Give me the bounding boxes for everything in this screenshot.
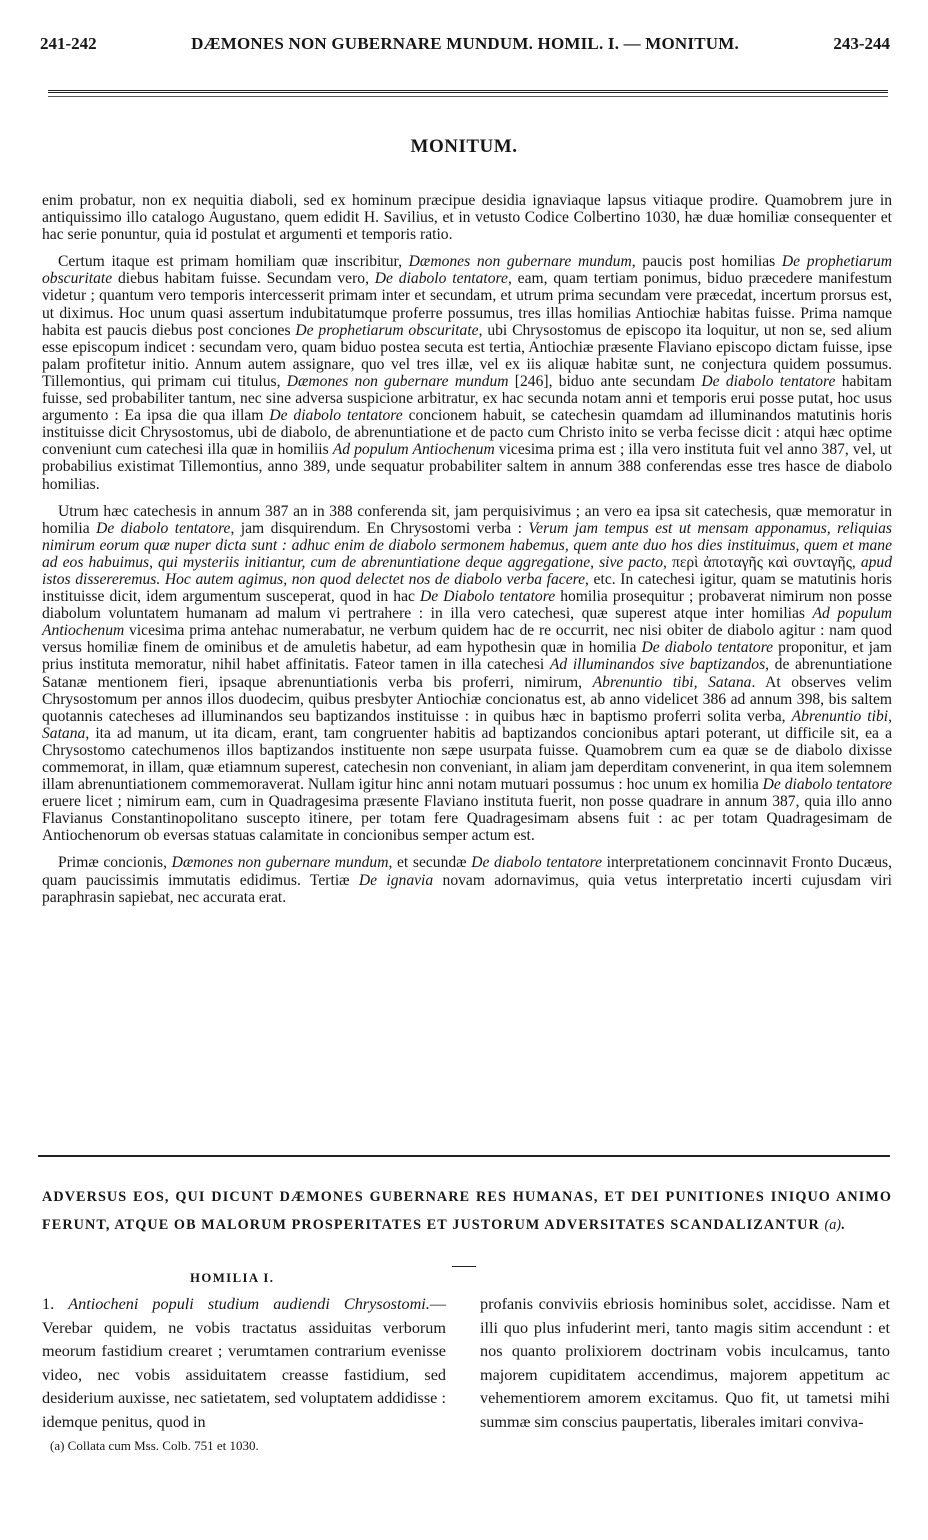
homily-caption: ADVERSUS EOS, QUI DICUNT DÆMONES GUBERNARE RES HUMANAS, ET DEI PUNITIONES INIQUO ANIMO FERUNT, ATQUE OB MALORUM PROSPERITATES ET JUSTORUM ADVERSITATES SCANDALIZANTUR (a). [42,1189,892,1233]
running-title: DÆMONES NON GUBERNARE MUNDUM. HOMIL. I. — MONITUM. [191,34,739,53]
homily-paragraph-1-cont: profanis conviviis ebriosis hominibus solet, accidisse. Nam et illi quo plus infuderint meri, tanto magis sitim accendunt : et nos quanto prolixiorem doctrinam vobis inculcamus, tanto majorem cupiditatem accendimus, majorem appetitum ac vehementiorem amorem excitamus. Quo fit, ut tametsi mihi summæ sim conscius paupertatis, liberales imitari conviva- [480,1295,890,1431]
header-rule-thin [48,96,888,97]
monitum-paragraph-3: Utrum hæc catechesis in annum 387 an in 388 conferenda sit, jam perquisivimus ; an vero ea ipsa sit catechesis, quæ memoratur in homilia De diabolo tentatore, jam disquirendum. En Chrysostomi verba : Verum jam tempus est ut mensam apponamus, reliquias nimirum eorum quæ nuper dicta sunt : adhuc enim de diabolo sermonem habemus, quem ante duo hos dies instituimus, quem et mane ad eos habuimus, qui mysteriis initiantur, cum de abrenuntiatione deque aggregatione, sive pacto, περὶ ἀποταγῆς καὶ συνταγῆς, apud istos dissereremus. Hoc autem agimus, non quod delectet nos de diabolo verba facere, etc. In catechesi igitur, quam se matutinis horis instituisse dicit, idem argumentum susceperat, quod in hac De Diabolo tentatore homilia prosequitur ; probaverat nimirum non posse diabolum voluntatem humanam ad malum vi pertrahere : in illa vero catechesi, quæ superest atque inter homilias Ad populum Antiochenum vicesima prima antehac numerabatur, ne verbum quidem hac de re occurrit, nec nisi obiter de diabolo agitur : nam quod versus homiliæ finem de ominibus et de amuletis habetur, ad eam hypothesin quæ in homilia De diabolo tentatore proponitur, et jam prius instituta memoratur, nihil habet affinitatis. Fateor tamen in illa catechesi Ad illuminandos sive baptizandos, de abrenuntiatione Satanæ mentionem fieri, ipsaque abrenuntiationis verba bis proferri, nimirum, Abrenuntio tibi, Satana. At observes velim Chrysostomum per annos illos duodecim, quibus presbyter Antiochiæ concionatus est, ab anno videlicet 386 ad annum 398, bis saltem quotannis catecheses ad illuminandos seu baptizandos instituisse : in quibus hæc in baptismo proferri solita verba, Abrenuntio tibi, Satana, ita ad manum, ut ita dicam, erant, tam congruenter habitis ad baptizandos concionibus aptari poterant, ut difficile sit, ea a Chrysostomo catechumenos illos baptizandos instituente non sæpe usurpata fuisse. Quamobrem cum ea quæ se de diabolo dixisse commemorat, in illam, quæ etiamnum superest, catechesin non conveniant, in aliam jam deperditam convenerint, in qua item solemnem illam abrenuntiationem commemoraverat. Nullam igitur hinc anni notam mutuari possumus : hoc unum ex homilia De diabolo tentatore eruere licet ; nimirum eam, cum in Quadragesima præsente Flaviano instituta fuerit, non posse quadrare in annum 387, quia illo anno Flavianus Constantinopolitano suscepto itinere, per totam fere Quadragesimam absens fuit : ac per totam Quadragesimam de Antiochenorum ob eversas statuas calamitate in concionibus semper actum est. [42,502,892,845]
footnote: (a) Collata cum Mss. Colb. 751 et 1030. [50,1438,259,1453]
running-header [40,34,890,56]
column-numbers-right: 243-244 [833,34,890,53]
caption-rule [452,1266,476,1267]
monitum-title: MONITUM. [410,136,518,157]
monitum-paragraph-4: Primæ concionis, Dæmones non gubernare mundum, et secundæ De diabolo tentatore interpretationem concinnavit Fronto Ducæus, quam paucissimis immutatis edidimus. Tertiæ De ignavia novam adornavimus, quia vetus interpretatio incerti cujusdam viri paraphrasin sapiebat, nec accurata erat. [42,854,892,906]
monitum-paragraph-2: Certum itaque est primam homiliam quæ inscribitur, Dæmones non gubernare mundum, paucis post homilias De prophetiarum obscuritate diebus habitam fuisse. Secundam vero, De diabolo tentatore, eam, quam tertiam ponimus, biduo præcedere manifestum videtur ; quantum vero temporis intercesserit primam inter et secundam, et utrum prima secundam vere præcedat, incertum prorsus est, ut diximus. Hoc unum quasi assertum indubitatumque proferre possumus, tres illas homilias Antiochiæ habitas fuisse. Prima namque habita est paucis diebus post conciones De prophetiarum obscuritate, ubi Chrysostomus de episcopo ita loquitur, ut non se, sed alium esse episcopum indicet : secundam vero, quam biduo postea secuta est tertia, Antiochiæ præsente Flaviano episcopo dictam fuisse, ipse palam profitetur initio. Annum autem assignare, quo vel tres illæ, vel ex iis aliquæ habitæ sunt, ne conjectura quidem possumus. Tillemontius, qui primam cui titulus, Dæmones non gubernare mundum [246], biduo ante secundam De diabolo tentatore habitam fuisse, sed probabiliter tantum, nec sine adversa suspicione arbitratur, ex hac secunda notam anni et temporis erui posse putat, hoc usus argumento : Ea ipsa die qua illam De diabolo tentatore concionem habuit, se catechesin quamdam ad illuminandos matutinis horis instituisse dicit Chrysostomus, ubi de diabolo, de abrenuntiatione et de pacto cum Christo inito se verba fecisse dicit : atqui hæc optime conveniunt cum catechesi illa quæ in homiliis Ad populum Antiochenum vicesima prima est ; illa vero instituta fuit vel anno 387, vel, ut probabilius existimat Tillemontius, anno 389, unde sequatur probabiliter saltem in annum 388 conferendas esse tres hasce de diabolo homilias. [42,253,892,493]
text-column-right [480,1293,890,1435]
monitum-paragraph-1: enim probatur, non ex nequitia diaboli, sed ex hominum præcipue desidia ignaviaque lapsus vitiaque prodire. Quamobrem jure in antiquissimo illo catalogo Augustano, quem edidit H. Savilius, et in vetusto Codice Colbertino 1030, hæ duæ homiliæ consequenter et hac serie ponuntur, quia id postulat et argumenti et temporis ratio. [42,192,892,244]
section-heading: Antiocheni populi studium audiendi Chrysostomi. [68,1295,430,1313]
text-column-left [42,1293,446,1435]
column-numbers-left: 241-242 [40,34,97,53]
homily-paragraph-1: 1. Antiocheni populi studium audiendi Chrysostomi.— Verebar quidem, ne vobis tractatus assiduitas verborum meorum fastidium crearet ; verumtamen contrarium evenisse video, nec vobis assiduitatem creasse fastidium, sed desiderium auxisse, nec satietatem, sed voluptatem addidisse : idemque penitus, quod in [42,1295,446,1431]
monitum-body [42,192,892,916]
header-rule [48,90,888,93]
section-rule [38,1155,890,1157]
homily-label: HOMILIA I. [190,1271,275,1285]
footnote-marker: (a) [824,1217,842,1233]
